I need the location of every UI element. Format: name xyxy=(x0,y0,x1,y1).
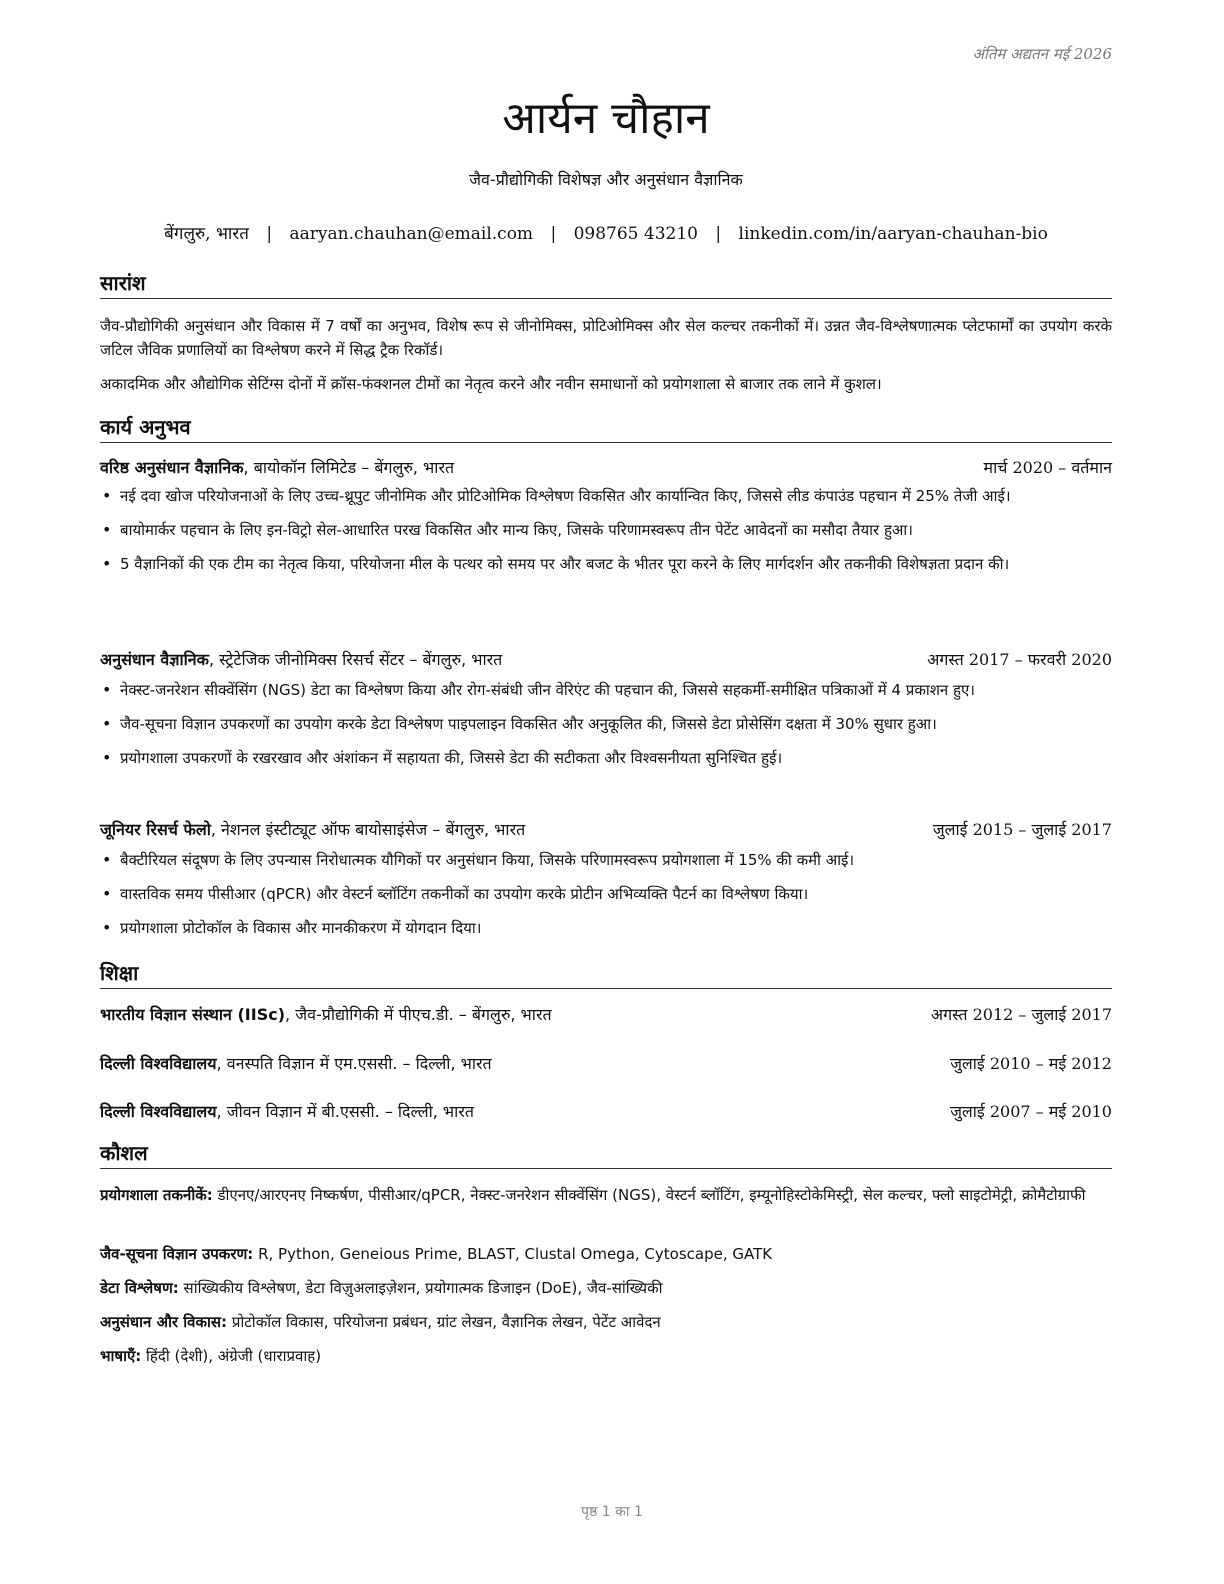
job-bullet: • जैव-सूचना विज्ञान उपकरणों का उपयोग करके डेटा विश्लेषण पाइपलाइन विकसित और अनुकूलित की, जिससे डेटा प्रोसेसिंग दक्षता में 30% सुधार हुआ। xyxy=(100,712,1112,736)
job-org: , बायोकॉन लिमिटेड – बेंगलुरु, भारत xyxy=(243,458,455,477)
summary-heading: सारांश xyxy=(100,270,1112,299)
summary-paragraph: अकादमिक और औद्योगिक सेटिंग्स दोनों में क्रॉस-फंक्शनल टीमों का नेतृत्व करने और नवीन समाधानों को प्रयोगशाला से बाजार तक लाने में कुशल। xyxy=(100,375,882,393)
education-entry xyxy=(100,1052,1112,1076)
skill-value: R, Python, Geneious Prime, BLAST, Clustal Omega, Cytoscape, GATK xyxy=(253,1245,773,1263)
experience-heading: कार्य अनुभव xyxy=(100,414,1112,443)
education-date: जुलाई 2010 – मई 2012 xyxy=(950,1054,1112,1073)
job-bullets xyxy=(100,678,1112,780)
summary-paragraph: जैव-प्रौद्योगिकी अनुसंधान और विकास में 7 वर्षों का अनुभव, विशेष रूप से जीनोमिक्स, प्रोटिओमिक्स और सेल कल्चर तकनीकों में। उन्नत जैव-विश्लेषणात्मक प्लेटफार्मों का उपयोग करके जटिल जैविक प्रणालियों का विश्लेषण करने में सिद्ध ट्रैक रिकॉर्ड। xyxy=(100,317,1112,359)
skill-item xyxy=(100,1276,1112,1300)
skill-label: जैव-सूचना विज्ञान उपकरण: xyxy=(100,1245,254,1263)
skill-item xyxy=(100,1310,1112,1334)
contact-phone: 098765 43210 xyxy=(573,224,698,244)
job-bullet: • बैक्टीरियल संदूषण के लिए उपन्यास निरोधात्मक यौगिकों पर अनुसंधान किया, जिसके परिणामस्वरूप प्रयोगशाला में 15% की कमी आई। xyxy=(100,848,1112,872)
contact-separator: | xyxy=(550,224,557,244)
skill-value: डीएनए/आरएनए निष्कर्षण, पीसीआर/qPCR, नेक्स्ट-जनरेशन सीक्वेंसिंग (NGS), वेस्टर्न ब्लॉटिंग, इम्यूनोहिस्टोकेमिस्ट्री, सेल कल्चर, फ्लो साइटोमेट्री, क्रोमैटोग्राफी xyxy=(212,1186,1086,1204)
contact-separator: | xyxy=(266,224,273,244)
last-updated: अंतिम अद्यतन मई 2026 xyxy=(972,45,1112,63)
skill-value: सांख्यिकीय विश्लेषण, डेटा विज़ुअलाइज़ेशन, प्रयोगात्मक डिजाइन (DoE), जैव-सांख्यिकी xyxy=(178,1279,663,1297)
job-header xyxy=(100,818,1112,842)
education-school: दिल्ली विश्वविद्यालय xyxy=(100,1102,217,1121)
contact-separator: | xyxy=(715,224,722,244)
education-entry xyxy=(100,1003,1112,1027)
job-bullet: • नेक्स्ट-जनरेशन सीक्वेंसिंग (NGS) डेटा का विश्लेषण किया और रोग-संबंधी जीन वेरिएंट की पहचान की, जिससे सहकर्मी-समीक्षित पत्रिकाओं में 4 प्रकाशन हुए। xyxy=(100,678,1112,702)
tagline: जैव-प्रौद्योगिकी विशेषज्ञ और अनुसंधान वैज्ञानिक xyxy=(469,170,743,189)
job-date: मार्च 2020 – वर्तमान xyxy=(983,458,1112,477)
job-bullets xyxy=(100,848,1112,950)
education-detail: , जीवन विज्ञान में बी.एससी. – दिल्ली, भारत xyxy=(216,1102,474,1121)
contact-email[interactable]: aaryan.chauhan@email.com xyxy=(289,224,534,244)
job-role: जूनियर रिसर्च फेलो xyxy=(100,820,211,839)
education-entry xyxy=(100,1100,1112,1124)
job-role: वरिष्ठ अनुसंधान वैज्ञानिक xyxy=(100,458,244,477)
job-role: अनुसंधान वैज्ञानिक xyxy=(100,650,209,669)
contact-location: बेंगलुरु, भारत xyxy=(164,224,249,244)
job-bullets xyxy=(100,484,1112,586)
education-school: दिल्ली विश्वविद्यालय xyxy=(100,1054,217,1073)
job-org: , स्ट्रेटेजिक जीनोमिक्स रिसर्च सेंटर – बेंगलुरु, भारत xyxy=(208,650,503,669)
candidate-name: आर्यन चौहान xyxy=(502,93,710,144)
job-bullet: • बायोमार्कर पहचान के लिए इन-विट्रो सेल-आधारित परख विकसित और मान्य किए, जिसके परिणामस्वरूप तीन पेटेंट आवेदनों का मसौदा तैयार हुआ। xyxy=(100,518,1112,542)
skill-item xyxy=(100,1183,1112,1207)
contact-line xyxy=(100,221,1112,244)
job-org: , नेशनल इंस्टीट्यूट ऑफ बायोसाइंसेज – बेंगलुरु, भारत xyxy=(210,820,526,839)
education-detail: , वनस्पति विज्ञान में एम.एससी. – दिल्ली, भारत xyxy=(216,1054,492,1073)
skill-item xyxy=(100,1344,1112,1368)
job-bullet: • 5 वैज्ञानिकों की एक टीम का नेतृत्व किया, परियोजना मील के पत्थर को समय पर और बजट के भीतर पूरा करने के लिए मार्गदर्शन और तकनीकी विशेषज्ञता प्रदान की। xyxy=(100,552,1112,576)
job-date: जुलाई 2015 – जुलाई 2017 xyxy=(932,820,1112,839)
skill-value: हिंदी (देशी), अंग्रेजी (धाराप्रवाह) xyxy=(141,1347,322,1365)
education-detail: , जैव-प्रौद्योगिकी में पीएच.डी. – बेंगलुरु, भारत xyxy=(285,1005,552,1024)
skill-label: प्रयोगशाला तकनीकें: xyxy=(100,1186,213,1204)
job-bullet: • नई दवा खोज परियोजनाओं के लिए उच्च-थ्रूपुट जीनोमिक और प्रोटिओमिक विश्लेषण विकसित और कार्यान्वित किए, जिससे लीड कंपाउंड पहचान में 25% तेजी आई। xyxy=(100,484,1112,508)
education-date: अगस्त 2012 – जुलाई 2017 xyxy=(930,1005,1112,1024)
skills-heading: कौशल xyxy=(100,1140,1112,1169)
skill-label: डेटा विश्लेषण: xyxy=(100,1279,179,1297)
job-header xyxy=(100,648,1112,672)
skill-label: भाषाएँ: xyxy=(100,1347,142,1365)
job-bullet: • वास्तविक समय पीसीआर (qPCR) और वेस्टर्न ब्लॉटिंग तकनीकों का उपयोग करके प्रोटीन अभिव्यक्ति पैटर्न का विश्लेषण किया। xyxy=(100,882,1112,906)
job-bullet: • प्रयोगशाला उपकरणों के रखरखाव और अंशांकन में सहायता की, जिससे डेटा की सटीकता और विश्वसनीयता सुनिश्चित हुई। xyxy=(100,746,1112,770)
education-school: भारतीय विज्ञान संस्थान (IISc) xyxy=(100,1005,286,1024)
job-date: अगस्त 2017 – फरवरी 2020 xyxy=(927,650,1112,669)
skill-value: प्रोटोकॉल विकास, परियोजना प्रबंधन, ग्रांट लेखन, वैज्ञानिक लेखन, पेटेंट आवेदन xyxy=(227,1313,661,1331)
contact-linkedin[interactable]: linkedin.com/in/aaryan-chauhan-bio xyxy=(738,224,1048,244)
page-number: पृष्ठ 1 का 1 xyxy=(581,1504,643,1520)
education-heading: शिक्षा xyxy=(100,960,1112,989)
education-date: जुलाई 2007 – मई 2010 xyxy=(950,1102,1112,1121)
skill-label: अनुसंधान और विकास: xyxy=(100,1313,228,1331)
job-header xyxy=(100,456,1112,480)
skill-item xyxy=(100,1242,1112,1266)
job-bullet: • प्रयोगशाला प्रोटोकॉल के विकास और मानकीकरण में योगदान दिया। xyxy=(100,916,1112,940)
